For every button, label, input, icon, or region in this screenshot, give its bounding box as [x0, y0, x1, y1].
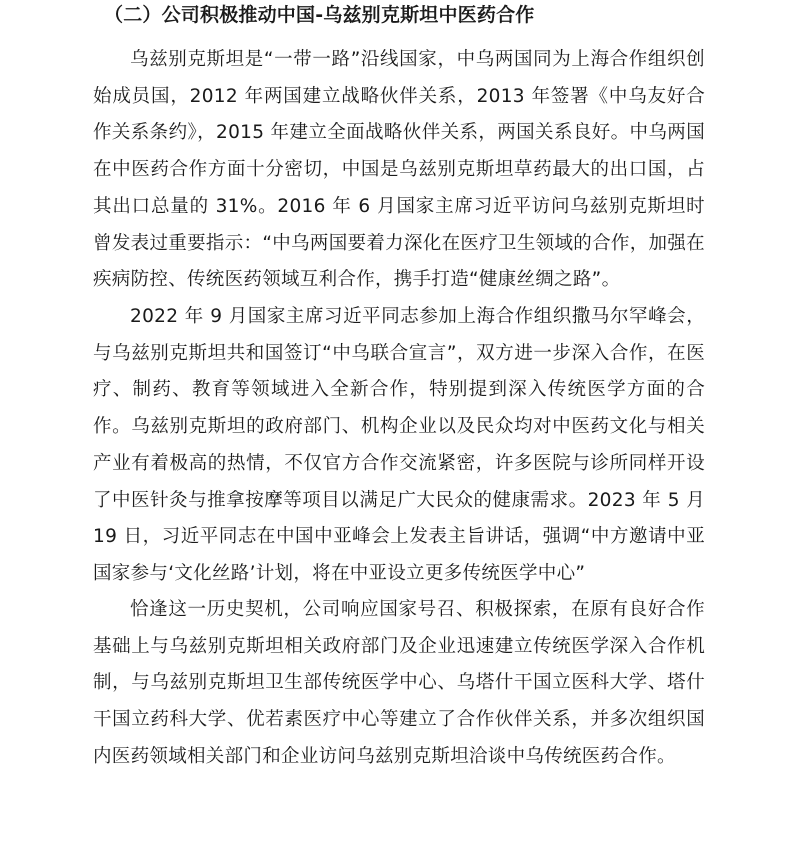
paragraph-2: 2022 年 9 月国家主席习近平同志参加上海合作组织撒马尔罕峰会，与乌兹别克斯坦共和国签订“中乌联合宣言”，双方进一步深入合作，在医疗、制药、教育等领域进入全新合作，特别提到深入传统医学方面的合作。乌兹别克斯坦的政府部门、机构企业以及民众均对中医药文化与相关产业有着极高的热情，不仅官方合作交流紧密，许多医院与诊所同样开设了中医针灸与推拿按摩等项目以满足广大民众的健康需求。2023 年 5 月 19 日，习近平同志在中国中亚峰会上发表主旨讲话，强调“中方邀请中亚国家参与‘文化丝路’计划，将在中亚设立更多传统医学中心”: [93, 306, 705, 584]
paragraph-1: 乌兹别克斯坦是“一带一路”沿线国家，中乌两国同为上海合作组织创始成员国，2012 年两国建立战略伙伴关系，2013 年签署《中乌友好合作关系条约》，2015 年建立全面战略伙伴关系，两国关系良好。中乌两国在中医药合作方面十分密切，中国是乌兹别克斯坦草药最大的出口国，占其出口总量的 31%。2016 年 6 月国家主席习近平访问乌兹别克斯坦时曾发表过重要指示：“中乌两国要着力深化在医疗卫生领域的合作，加强在疾病防控、传统医药领域互利合作，携手打造“健康丝绸之路”。: [93, 49, 705, 291]
paragraph-3: 恰逢这一历史契机，公司响应国家号召、积极探索，在原有良好合作基础上与乌兹别克斯坦相关政府部门及企业迅速建立传统医学深入合作机制，与乌兹别克斯坦卫生部传统医学中心、乌塔什干国立医科大学、塔什干国立药科大学、优若素医疗中心等建立了合作伙伴关系，并多次组织国内医药领域相关部门和企业访问乌兹别克斯坦洽谈中乌传统医药合作。: [93, 599, 705, 767]
section-heading: （二）公司积极推动中国-乌兹别克斯坦中医药合作: [104, 4, 535, 26]
